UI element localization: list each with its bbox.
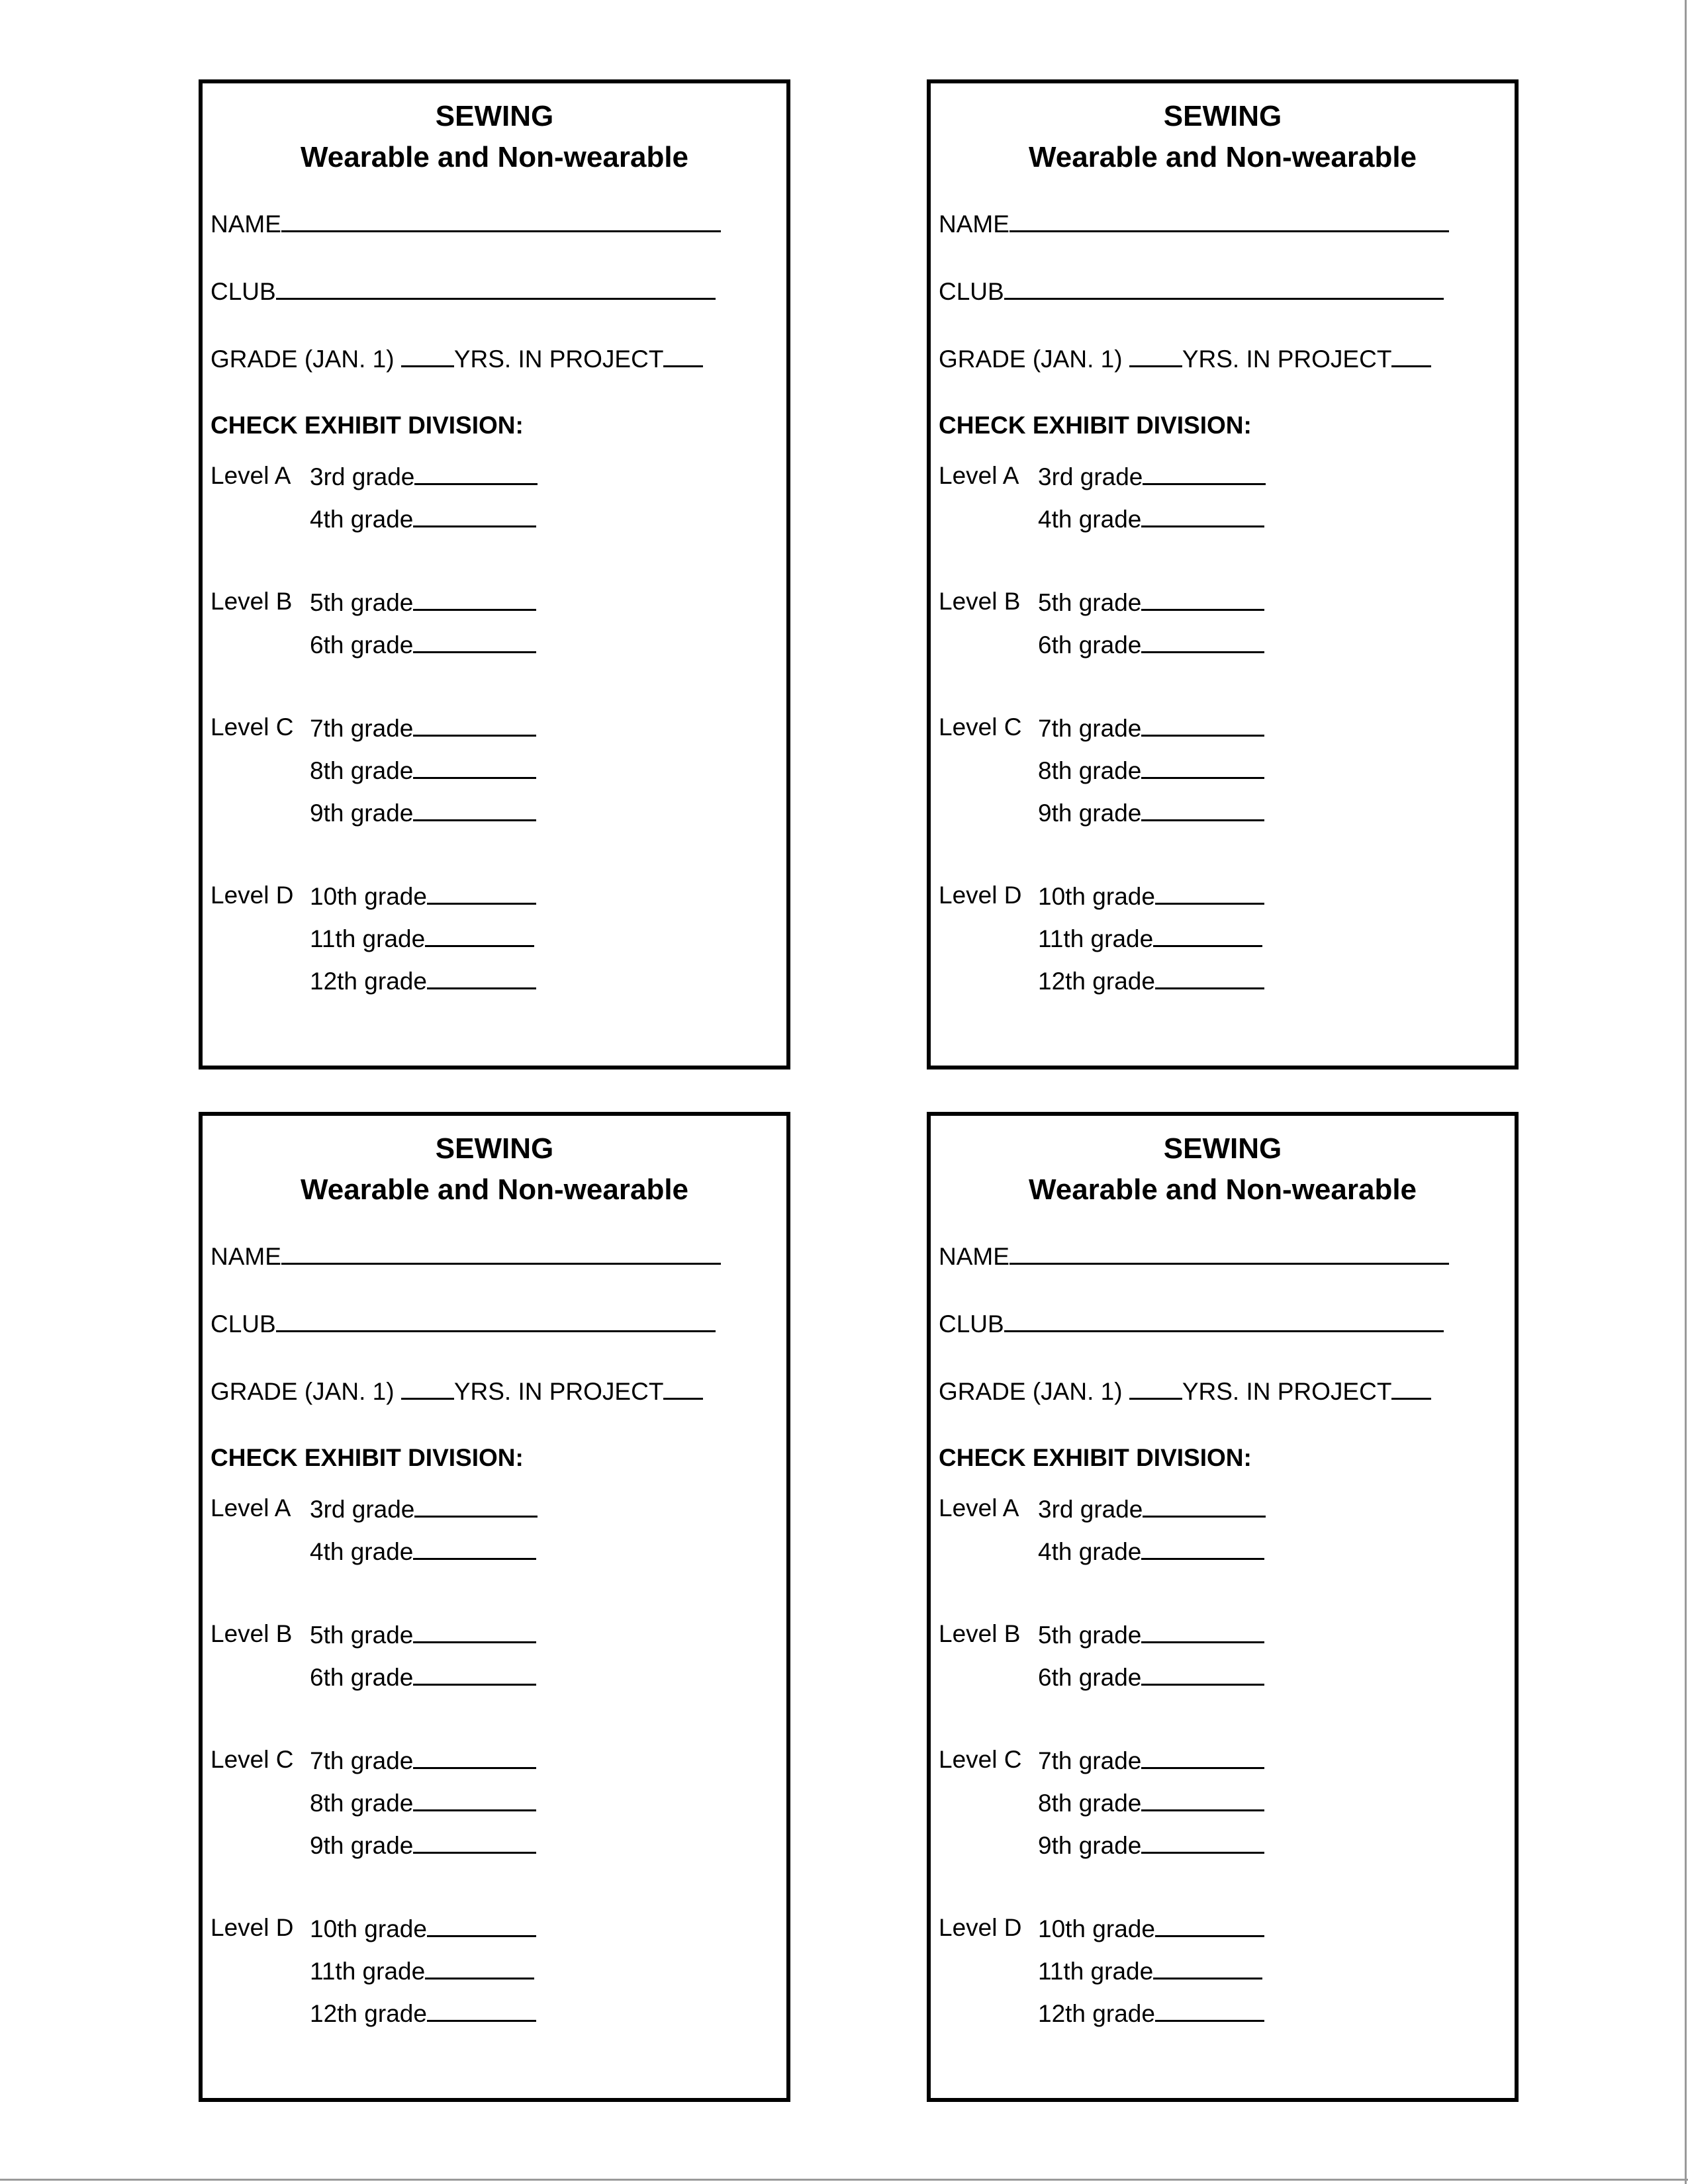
card-subtitle: Wearable and Non-wearable xyxy=(1028,1173,1417,1206)
grade-10-row xyxy=(1038,880,1264,912)
grade-4-label: 4th grade xyxy=(310,1538,414,1565)
grade-6-label: 6th grade xyxy=(1038,1664,1142,1691)
grade-9-label: 9th grade xyxy=(1038,799,1142,827)
grade-label: GRADE (JAN. 1) xyxy=(939,345,1129,373)
name-label: NAME xyxy=(939,1243,1009,1270)
grade-10-label: 10th grade xyxy=(310,883,427,910)
years-field[interactable] xyxy=(663,1375,703,1400)
level-a-label: Level A xyxy=(211,462,291,489)
grade-12-label: 12th grade xyxy=(310,2000,427,2027)
grade-6-row xyxy=(1038,1661,1264,1693)
level-a-label: Level A xyxy=(211,1494,291,1522)
grade-3-blank[interactable] xyxy=(1143,461,1266,485)
club-field[interactable] xyxy=(1004,1308,1444,1332)
grade-5-blank[interactable] xyxy=(413,1619,536,1643)
years-label: YRS. IN PROJECT xyxy=(1182,345,1392,373)
name-field[interactable] xyxy=(1009,208,1449,232)
grade-4-row xyxy=(1038,503,1264,535)
grade-4-blank[interactable] xyxy=(413,503,536,527)
grade-9-row xyxy=(310,797,536,829)
grade-5-blank[interactable] xyxy=(1141,1619,1264,1643)
card-subtitle: Wearable and Non-wearable xyxy=(300,141,689,173)
grade-7-row xyxy=(1038,1745,1264,1776)
grade-6-row xyxy=(310,629,536,660)
grade-11-row xyxy=(310,1955,534,1987)
card-title: SEWING xyxy=(435,1132,554,1165)
grade-6-label: 6th grade xyxy=(310,1664,414,1691)
grade-7-blank[interactable] xyxy=(413,1745,536,1769)
grade-9-blank[interactable] xyxy=(1141,1829,1264,1854)
card-title: SEWING xyxy=(1163,1132,1282,1165)
name-label: NAME xyxy=(939,210,1009,238)
grade-5-label: 5th grade xyxy=(310,589,414,616)
grade-11-blank[interactable] xyxy=(1153,923,1262,947)
level-c-label: Level C xyxy=(939,1746,1022,1773)
grade-9-label: 9th grade xyxy=(1038,1832,1142,1859)
grade-10-blank[interactable] xyxy=(427,880,536,905)
grade-8-blank[interactable] xyxy=(413,1787,536,1811)
name-row xyxy=(211,1240,721,1272)
card-subtitle: Wearable and Non-wearable xyxy=(300,1173,689,1206)
club-row xyxy=(211,1308,716,1340)
grade-4-blank[interactable] xyxy=(1141,1535,1264,1560)
grade-10-row xyxy=(310,880,536,912)
page-edge-right xyxy=(1685,0,1687,2184)
grade-row xyxy=(939,1375,1431,1407)
grade-3-row xyxy=(1038,461,1266,492)
grade-6-blank[interactable] xyxy=(413,1661,536,1686)
level-b-label: Level B xyxy=(211,1620,293,1647)
grade-4-row xyxy=(1038,1535,1264,1567)
page-edge-bottom xyxy=(0,2179,1688,2181)
grade-3-row xyxy=(1038,1493,1266,1525)
entry-card-bottom-right xyxy=(927,1112,1519,2102)
grade-3-label: 3rd grade xyxy=(310,1496,415,1523)
grade-9-label: 9th grade xyxy=(310,799,414,827)
grade-7-label: 7th grade xyxy=(310,715,414,742)
grade-9-row xyxy=(1038,797,1264,829)
grade-7-row xyxy=(310,1745,536,1776)
grade-9-blank[interactable] xyxy=(1141,797,1264,821)
grade-12-row xyxy=(1038,1997,1264,2029)
check-division-heading: CHECK EXHIBIT DIVISION: xyxy=(211,412,524,439)
level-d-label: Level D xyxy=(939,882,1022,909)
club-row xyxy=(939,275,1444,307)
grade-12-blank[interactable] xyxy=(427,965,536,989)
years-label: YRS. IN PROJECT xyxy=(453,1378,664,1405)
grade-7-blank[interactable] xyxy=(413,712,536,737)
grade-5-row xyxy=(1038,1619,1264,1651)
grade-9-blank[interactable] xyxy=(413,1829,536,1854)
entry-card-bottom-left xyxy=(199,1112,790,2102)
grade-8-label: 8th grade xyxy=(310,1790,414,1817)
club-field[interactable] xyxy=(1004,275,1444,300)
grade-8-row xyxy=(310,754,536,786)
grade-8-row xyxy=(1038,754,1264,786)
grade-9-row xyxy=(310,1829,536,1861)
grade-10-label: 10th grade xyxy=(1038,1915,1155,1942)
grade-3-blank[interactable] xyxy=(1143,1493,1266,1518)
grade-7-blank[interactable] xyxy=(1141,1745,1264,1769)
grade-field[interactable] xyxy=(401,1375,454,1400)
grade-6-row xyxy=(310,1661,536,1693)
card-title: SEWING xyxy=(435,100,554,132)
level-d-label: Level D xyxy=(211,1914,294,1941)
grade-label: GRADE (JAN. 1) xyxy=(211,1378,401,1405)
grade-7-label: 7th grade xyxy=(1038,1747,1142,1774)
grade-5-row xyxy=(1038,586,1264,618)
grade-6-label: 6th grade xyxy=(1038,631,1142,659)
grade-7-label: 7th grade xyxy=(1038,715,1142,742)
grade-12-blank[interactable] xyxy=(1155,965,1264,989)
grade-3-blank[interactable] xyxy=(414,461,538,485)
level-b-label: Level B xyxy=(939,588,1021,615)
club-field[interactable] xyxy=(276,275,716,300)
grade-5-row xyxy=(310,1619,536,1651)
grade-4-blank[interactable] xyxy=(1141,503,1264,527)
grade-field[interactable] xyxy=(1129,343,1182,367)
check-division-heading: CHECK EXHIBIT DIVISION: xyxy=(939,1444,1252,1471)
name-field[interactable] xyxy=(1009,1240,1449,1265)
level-c-label: Level C xyxy=(211,713,294,741)
grade-11-label: 11th grade xyxy=(310,1958,426,1985)
club-row xyxy=(211,275,716,307)
grade-9-label: 9th grade xyxy=(310,1832,414,1859)
grade-12-row xyxy=(310,1997,536,2029)
grade-9-blank[interactable] xyxy=(413,797,536,821)
grade-4-blank[interactable] xyxy=(413,1535,536,1560)
grade-5-row xyxy=(310,586,536,618)
level-a-label: Level A xyxy=(939,1494,1019,1522)
grade-7-blank[interactable] xyxy=(1141,712,1264,737)
level-b-label: Level B xyxy=(211,588,293,615)
club-label: CLUB xyxy=(939,278,1004,305)
grade-6-blank[interactable] xyxy=(1141,629,1264,653)
level-d-label: Level D xyxy=(211,882,294,909)
grade-8-blank[interactable] xyxy=(413,754,536,779)
grade-10-blank[interactable] xyxy=(1155,1913,1264,1937)
grade-11-blank[interactable] xyxy=(425,1955,534,1979)
grade-3-row xyxy=(310,1493,538,1525)
grade-row xyxy=(211,1375,703,1407)
years-label: YRS. IN PROJECT xyxy=(1182,1378,1392,1405)
grade-8-row xyxy=(1038,1787,1264,1819)
grade-7-row xyxy=(1038,712,1264,744)
grade-4-label: 4th grade xyxy=(1038,1538,1142,1565)
card-title: SEWING xyxy=(1163,100,1282,132)
grade-row xyxy=(211,343,703,375)
grade-row xyxy=(939,343,1431,375)
grade-11-row xyxy=(1038,923,1262,954)
name-label: NAME xyxy=(211,1243,281,1270)
grade-12-label: 12th grade xyxy=(310,968,427,995)
grade-3-label: 3rd grade xyxy=(1038,1496,1143,1523)
grade-5-label: 5th grade xyxy=(1038,1621,1142,1649)
name-field[interactable] xyxy=(281,208,721,232)
grade-field[interactable] xyxy=(401,343,454,367)
grade-10-label: 10th grade xyxy=(1038,883,1155,910)
name-label: NAME xyxy=(211,210,281,238)
grade-label: GRADE (JAN. 1) xyxy=(939,1378,1129,1405)
grade-4-row xyxy=(310,503,536,535)
grade-11-blank[interactable] xyxy=(425,923,534,947)
card-subtitle: Wearable and Non-wearable xyxy=(1028,141,1417,173)
grade-12-label: 12th grade xyxy=(1038,2000,1155,2027)
grade-7-label: 7th grade xyxy=(310,1747,414,1774)
grade-8-row xyxy=(310,1787,536,1819)
grade-12-row xyxy=(310,965,536,997)
club-field[interactable] xyxy=(276,1308,716,1332)
grade-11-row xyxy=(310,923,534,954)
grade-3-label: 3rd grade xyxy=(1038,463,1143,490)
name-row xyxy=(939,208,1449,240)
club-label: CLUB xyxy=(211,1310,276,1338)
grade-10-blank[interactable] xyxy=(1155,880,1264,905)
grade-10-row xyxy=(310,1913,536,1944)
grade-10-row xyxy=(1038,1913,1264,1944)
grade-4-row xyxy=(310,1535,536,1567)
level-b-label: Level B xyxy=(939,1620,1021,1647)
grade-3-row xyxy=(310,461,538,492)
grade-12-blank[interactable] xyxy=(1155,1997,1264,2022)
level-d-label: Level D xyxy=(939,1914,1022,1941)
years-field[interactable] xyxy=(1391,343,1431,367)
grade-11-label: 11th grade xyxy=(1038,925,1154,952)
grade-5-label: 5th grade xyxy=(1038,589,1142,616)
grade-6-blank[interactable] xyxy=(1141,1661,1264,1686)
level-c-label: Level C xyxy=(939,713,1022,741)
club-label: CLUB xyxy=(211,278,276,305)
check-division-heading: CHECK EXHIBIT DIVISION: xyxy=(939,412,1252,439)
check-division-heading: CHECK EXHIBIT DIVISION: xyxy=(211,1444,524,1471)
grade-8-blank[interactable] xyxy=(1141,754,1264,779)
club-label: CLUB xyxy=(939,1310,1004,1338)
grade-11-label: 11th grade xyxy=(310,925,426,952)
years-field[interactable] xyxy=(663,343,703,367)
grade-6-label: 6th grade xyxy=(310,631,414,659)
years-field[interactable] xyxy=(1391,1375,1431,1400)
level-a-label: Level A xyxy=(939,462,1019,489)
entry-card-top-left xyxy=(199,79,790,1069)
years-label: YRS. IN PROJECT xyxy=(453,345,664,373)
grade-11-blank[interactable] xyxy=(1153,1955,1262,1979)
grade-8-label: 8th grade xyxy=(1038,757,1142,784)
grade-4-label: 4th grade xyxy=(310,506,414,533)
grade-6-row xyxy=(1038,629,1264,660)
grade-5-label: 5th grade xyxy=(310,1621,414,1649)
grade-12-blank[interactable] xyxy=(427,1997,536,2022)
grade-4-label: 4th grade xyxy=(1038,506,1142,533)
grade-10-blank[interactable] xyxy=(427,1913,536,1937)
entry-card-top-right xyxy=(927,79,1519,1069)
grade-5-blank[interactable] xyxy=(1141,586,1264,611)
name-field[interactable] xyxy=(281,1240,721,1265)
grade-8-label: 8th grade xyxy=(310,757,414,784)
grade-11-row xyxy=(1038,1955,1262,1987)
name-row xyxy=(211,208,721,240)
grade-8-blank[interactable] xyxy=(1141,1787,1264,1811)
grade-10-label: 10th grade xyxy=(310,1915,427,1942)
grade-3-label: 3rd grade xyxy=(310,463,415,490)
club-row xyxy=(939,1308,1444,1340)
grade-6-blank[interactable] xyxy=(413,629,536,653)
level-c-label: Level C xyxy=(211,1746,294,1773)
name-row xyxy=(939,1240,1449,1272)
grade-field[interactable] xyxy=(1129,1375,1182,1400)
grade-9-row xyxy=(1038,1829,1264,1861)
grade-3-blank[interactable] xyxy=(414,1493,538,1518)
grade-11-label: 11th grade xyxy=(1038,1958,1154,1985)
grade-8-label: 8th grade xyxy=(1038,1790,1142,1817)
grade-12-label: 12th grade xyxy=(1038,968,1155,995)
grade-label: GRADE (JAN. 1) xyxy=(211,345,401,373)
grade-12-row xyxy=(1038,965,1264,997)
grade-7-row xyxy=(310,712,536,744)
grade-5-blank[interactable] xyxy=(413,586,536,611)
